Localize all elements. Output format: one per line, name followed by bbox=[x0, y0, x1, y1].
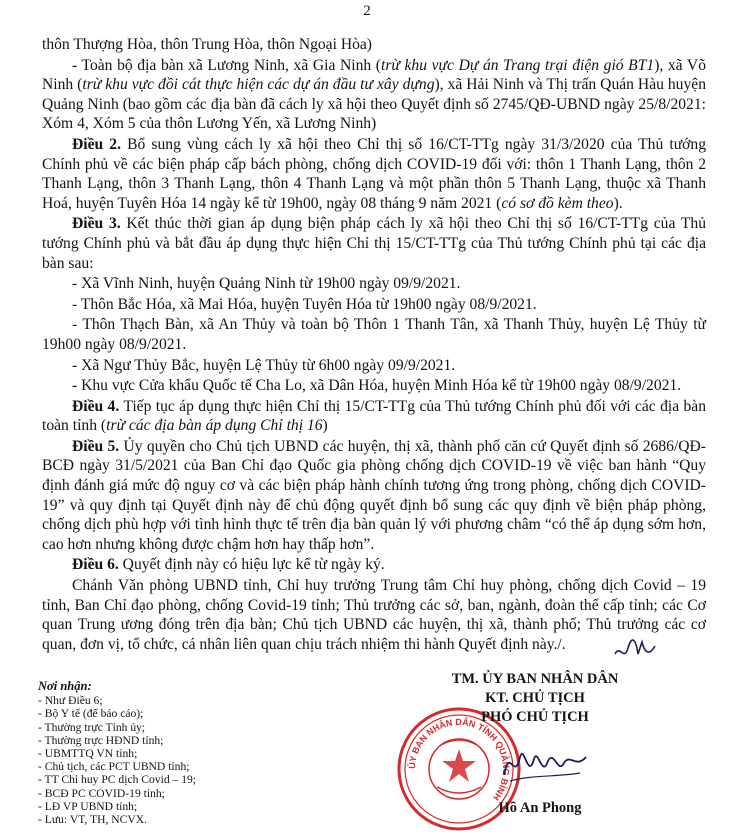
paragraph-p5 bbox=[42, 295, 706, 315]
sign-position: KT. CHỦ TỊCH bbox=[485, 690, 585, 706]
paragraph-p6 bbox=[42, 315, 706, 354]
handwritten-signature bbox=[500, 735, 590, 790]
paragraph-p1 bbox=[42, 56, 706, 134]
recipient-item: - Như Điều 6; bbox=[38, 694, 103, 708]
paragraph-run: Chánh Văn phòng UBND tỉnh, Chỉ huy trưởng Trung tâm Chỉ huy phòng, chống dịch Covid – 19 tỉnh, Ban Chỉ đạo phòng, chống Covid-19 tỉnh; Thủ trưởng các sở, ban, ngành, đoàn thể cấp tỉnh; các Cơ quan Trung ương đóng trên địa bàn; Chủ tịch UBND các huyện, thị xã, thành phố; Thủ trưởng các cơ quan, đơn vị, tổ chức, cá nhân liên quan chịu trách nhiệm thi hành Quyết định này./. bbox=[42, 577, 706, 653]
paragraph-run: thôn Thượng Hòa, thôn Trung Hòa, thôn Ngoại Hòa) bbox=[42, 36, 373, 53]
recipient-item: - BCĐ PC COVID-19 tỉnh; bbox=[38, 786, 165, 800]
recipient-item: - Bộ Y tế (để báo cáo); bbox=[38, 707, 144, 721]
paragraph-run: Ủy quyền cho Chủ tịch UBND các huyện, thị xã, thành phố căn cứ Quyết định số 2686/QĐ-BCĐ ngày 31/5/2021 của Ban Chỉ đạo Quốc gia phòng chống dịch COVID-19 về việc ban hành “Quy định đánh giá mức độ nguy cơ và các biện pháp hành chính tương ứng trong phòng, chống dịch COVID-19” và quy định tại Quyết định này để chủ động quyết định bổ sung các quy định về biện pháp phòng, chống dịch phù hợp với tình hình thực tế trên địa bàn quản lý với phương châm “có thể áp dụng sớm hơn, cao hơn nhưng không được chậm hơn hay thấp hơn”. bbox=[42, 437, 706, 553]
paragraph-run: Tiếp tục áp dụng thực hiện Chỉ thị 15/CT-TTg của Thủ tướng Chính phủ đối với các địa bàn toàn tỉnh ( bbox=[42, 397, 707, 435]
paragraph-run: - Thôn Thạch Bàn, xã An Thủy và toàn bộ Thôn 1 Thanh Tân, xã Thanh Thủy, huyện Lệ Thủy từ 19h00 ngày 08/9/2021. bbox=[42, 316, 706, 353]
paragraph-run: trừ khu vực đồi cát thực hiện các dự án đầu tư xây dựng bbox=[82, 76, 435, 94]
paragraph-run: Điều 2. bbox=[72, 135, 121, 153]
sign-org: TM. ỦY BAN NHÂN DÂN bbox=[451, 671, 619, 687]
paragraph-p4 bbox=[42, 274, 706, 294]
paragraph-run: ). bbox=[613, 194, 623, 212]
paragraph-p7 bbox=[42, 356, 706, 376]
page-number: 2 bbox=[363, 3, 371, 19]
paragraph-run: Quyết định này có hiệu lực kể từ ngày ký. bbox=[118, 556, 385, 574]
initials-mark bbox=[612, 636, 658, 664]
recipient-item: - Lưu: VT, TH, NCVX. bbox=[38, 813, 148, 827]
recipients-title: Nơi nhận: bbox=[38, 679, 92, 693]
recipient-item: - Thường trực HĐND tỉnh; bbox=[38, 733, 164, 747]
recipient-items bbox=[38, 694, 338, 826]
paragraph-run: ) bbox=[322, 417, 328, 435]
paragraph-p11 bbox=[42, 555, 706, 575]
paragraph-p9 bbox=[42, 397, 706, 436]
paragraph-p12 bbox=[42, 576, 706, 654]
paragraph-run: Bổ sung vùng cách ly xã hội theo Chỉ thị số 16/CT-TTg ngày 31/3/2020 của Thủ tướng Chính phủ về các biện pháp cấp bách phòng, chống dịch COVID-19 đối với: thôn 1 Thanh Lạng, thôn 2 Thanh Lạng, thôn 3 Thanh Lạng, thôn 4 Thanh Lạng và một phần thôn 5 Thanh Lạng, thuộc xã Thanh Hoá, huyện Tuyên Hóa 14 ngày kể từ 19h00, ngày 08 tháng 9 năm 2021 ( bbox=[42, 135, 706, 212]
paragraph-run: ), xã Hải Ninh và Thị trấn Quán Hàu huyện Quảng Ninh (bao gồm các địa bàn đã cách ly xã hội theo Quyết định số 2745/QĐ-UBND ngày 25/8/2021: Xóm 4, Xóm 5 của thôn Lương Yến, xã Lương Ninh) bbox=[42, 76, 706, 133]
recipient-item: - TT Chỉ huy PC dịch Covid – 19; bbox=[38, 773, 197, 787]
paragraph-run: - Xã Ngư Thủy Bắc, huyện Lệ Thủy từ 6h00 ngày 09/9/2021. bbox=[72, 356, 456, 374]
recipient-item: - Chủ tịch, các PCT UBND tỉnh; bbox=[38, 760, 190, 774]
decision-body bbox=[42, 35, 706, 655]
paragraph-run: trừ khu vực Dự án Trang trại điện gió BT1 bbox=[380, 56, 655, 74]
paragraph-p3 bbox=[42, 214, 706, 273]
signature-block bbox=[385, 670, 685, 727]
paragraph-run: Kết thúc thời gian áp dụng biện pháp cách ly xã hội theo Chỉ thị số 16/CT-TTg của Thủ tướng Chính phủ và bắt đầu áp dụng thực hiện Chỉ thị 15/CT-TTg của Thủ tướng Chính phủ tại các địa bàn sau: bbox=[42, 215, 706, 272]
sign-title: PHÓ CHỦ TỊCH bbox=[481, 709, 589, 725]
recipients-list bbox=[38, 680, 338, 826]
paragraph-run: - Toàn bộ địa bàn xã Lương Ninh, xã Gia Ninh ( bbox=[72, 56, 381, 74]
paragraph-p8 bbox=[42, 376, 706, 396]
paragraph-run: có sơ đồ kèm theo bbox=[501, 194, 614, 212]
paragraph-p10 bbox=[42, 437, 706, 555]
recipient-item: - UBMTTQ VN tỉnh; bbox=[38, 747, 138, 761]
paragraph-run: Điều 4. bbox=[72, 397, 120, 415]
paragraph-p0 bbox=[42, 35, 706, 55]
paragraph-run: trừ các địa bàn áp dụng Chỉ thị 16 bbox=[106, 417, 323, 435]
paragraph-run: Điều 6. bbox=[72, 556, 119, 574]
paragraph-run: Điều 3. bbox=[72, 215, 121, 233]
paragraph-run: - Thôn Bắc Hóa, xã Mai Hóa, huyện Tuyên Hóa từ 19h00 ngày 08/9/2021. bbox=[72, 295, 537, 313]
recipient-item: - Thường trực Tỉnh ủy; bbox=[38, 720, 146, 734]
paragraph-run: ), xã Võ Ninh ( bbox=[42, 56, 706, 94]
paragraph-run: Điều 5. bbox=[72, 437, 120, 455]
paragraph-run: - Khu vực Cửa khẩu Quốc tế Cha Lo, xã Dân Hóa, huyện Minh Hóa kể từ 19h00 ngày 08/9/2021. bbox=[72, 377, 682, 395]
paragraph-run: - Xã Vĩnh Ninh, huyện Quảng Ninh từ 19h00 ngày 09/9/2021. bbox=[72, 275, 461, 293]
signer-name: Hồ An Phong bbox=[498, 800, 582, 816]
recipient-item: - LĐ VP UBND tỉnh; bbox=[38, 799, 138, 813]
stamp-text: ỦY BAN NHÂN DÂN TỈNH QUẢNG BÌNH bbox=[406, 716, 512, 803]
paragraph-p2 bbox=[42, 135, 706, 213]
